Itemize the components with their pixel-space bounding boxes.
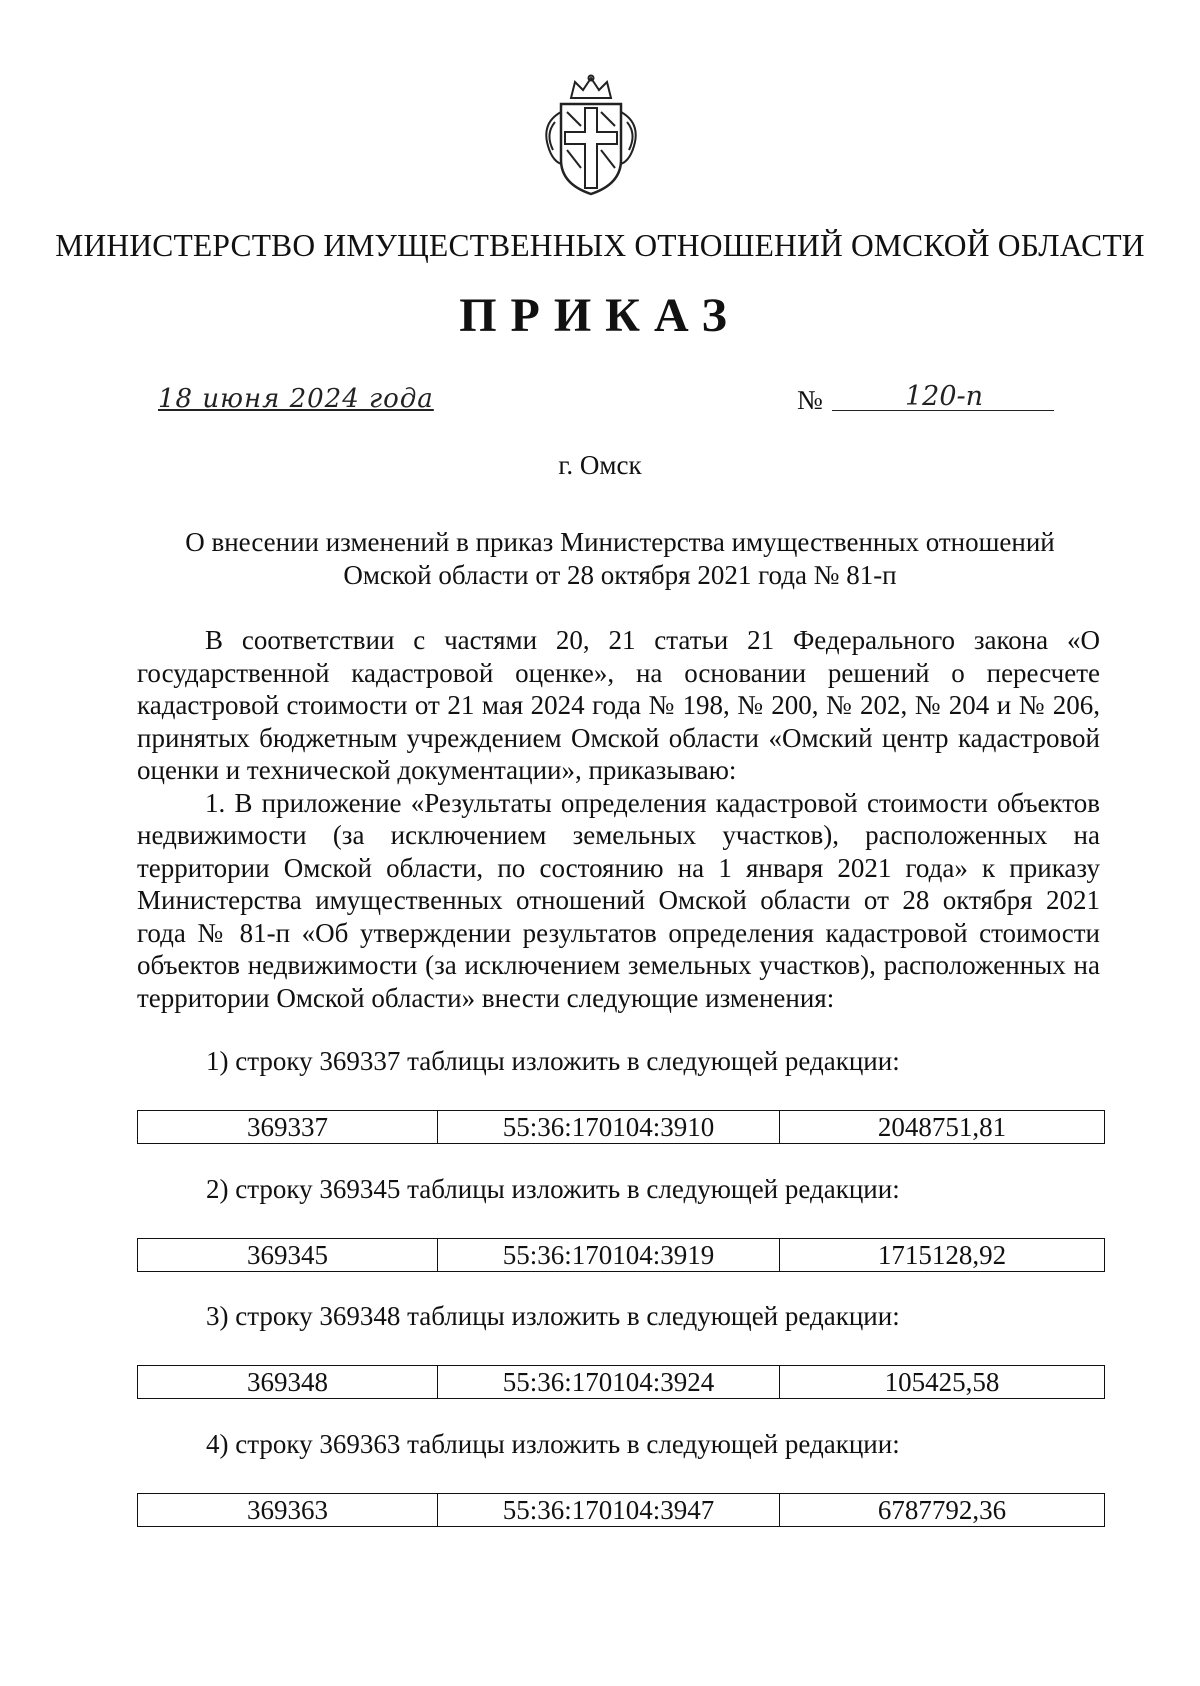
cadastral-value-cell: 2048751,81 (780, 1111, 1105, 1144)
row-number-cell: 369337 (138, 1111, 438, 1144)
cadastral-value-cell: 1715128,92 (780, 1239, 1105, 1272)
item-4-text: 4) строку 369363 таблицы изложить в следующей редакции: (206, 1429, 900, 1459)
preamble-paragraph: В соответствии с частями 20, 21 статьи 21 Федерального закона «О государственной кадастровой оценке», на основании решений о пересчете кадастровой стоимости от 21 мая 2024 года № 198, № 200, № 202, № 204 и № 206, принятых бюджетным учреждением Омской области «Омский центр кадастровой оценки и технической документации», приказываю: (137, 625, 1100, 785)
item-2-text: 2) строку 369345 таблицы изложить в следующей редакции: (206, 1174, 900, 1204)
table-row (137, 1365, 1105, 1399)
ministry-name: МИНИСТЕРСТВО ИМУЩЕСТВЕННЫХ ОТНОШЕНИЙ ОМСКОЙ ОБЛАСТИ (55, 228, 1145, 263)
city: г. Омск (558, 450, 642, 480)
cadastral-value-cell: 105425,58 (780, 1366, 1105, 1399)
order-date: 18 июня 2024 года (158, 384, 434, 414)
cadastral-number-cell: 55:36:170104:3947 (438, 1494, 780, 1527)
table-row (137, 1493, 1105, 1527)
order-subject (140, 526, 1100, 592)
row-number-cell: 369348 (138, 1366, 438, 1399)
item-3-text: 3) строку 369348 таблицы изложить в следующей редакции: (206, 1301, 900, 1331)
order-number: 120-п (905, 381, 984, 412)
subject-line-1: О внесении изменений в приказ Министерства имущественных отношений (185, 527, 1055, 557)
cadastral-number-cell: 55:36:170104:3919 (438, 1239, 780, 1272)
row-number-cell: 369345 (138, 1239, 438, 1272)
subject-line-2: Омской области от 28 октября 2021 года № 81-п (343, 560, 897, 590)
table-row (137, 1110, 1105, 1144)
coat-of-arms-icon (537, 72, 645, 200)
order-body (137, 624, 1100, 1014)
document-type-title: ПРИКАЗ (459, 289, 741, 342)
cadastral-number-cell: 55:36:170104:3910 (438, 1111, 780, 1144)
item-1-text: 1) строку 369337 таблицы изложить в следующей редакции: (206, 1046, 900, 1076)
order-number-label: № (797, 385, 823, 415)
cadastral-value-cell: 6787792,36 (780, 1494, 1105, 1527)
cadastral-number-cell: 55:36:170104:3924 (438, 1366, 780, 1399)
table-row (137, 1238, 1105, 1272)
clause-1-paragraph: 1. В приложение «Результаты определения кадастровой стоимости объектов недвижимости (за исключением земельных участков), расположенных на территории Омской области, по состоянию на 1 января 2021 года» к приказу Министерства имущественных отношений Омской области от 28 октября 2021 года № 81-п «Об утверждении результатов определения кадастровой стоимости объектов недвижимости (за исключением земельных участков), расположенных на территории Омской области» внести следующие изменения: (137, 787, 1100, 1013)
row-number-cell: 369363 (138, 1494, 438, 1527)
